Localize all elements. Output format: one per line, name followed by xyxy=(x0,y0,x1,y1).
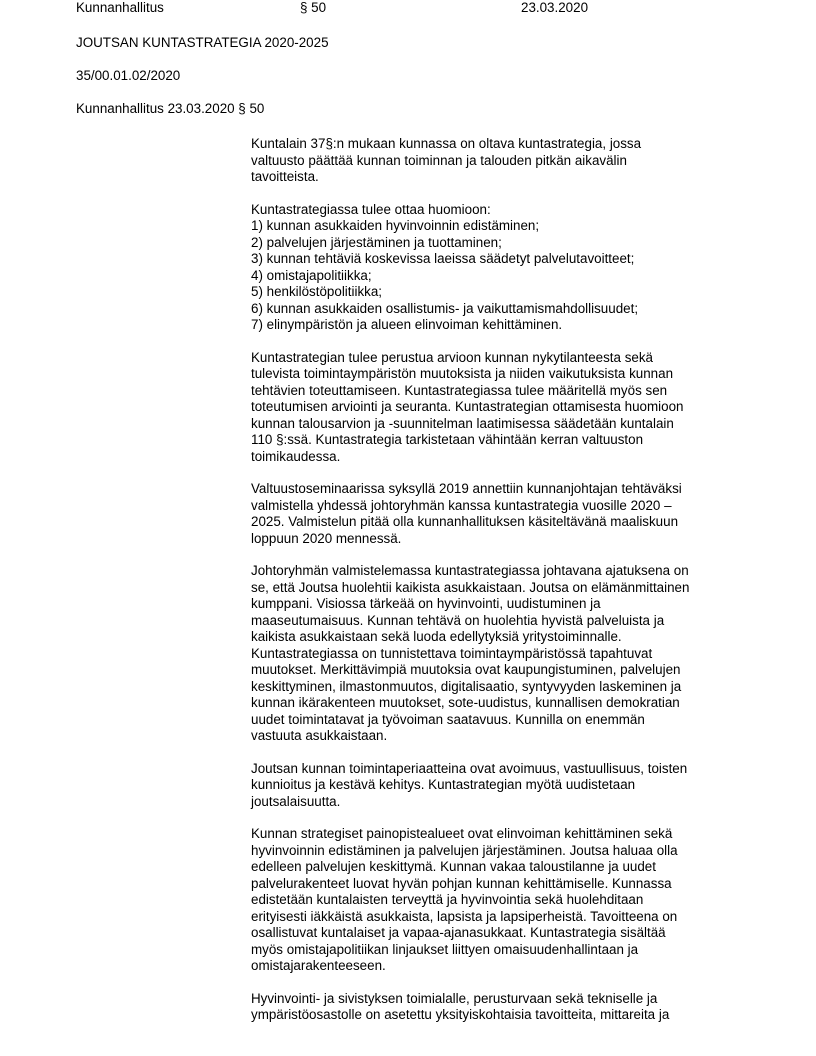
record-number: 35/00.01.02/2020 xyxy=(76,68,181,83)
meeting-reference: Kunnanhallitus 23.03.2020 § 50 xyxy=(76,101,265,116)
document-title: JOUTSAN KUNTASTRATEGIA 2020-2025 xyxy=(76,35,329,50)
paragraph: Valtuustoseminaarissa syksyllä 2019 annettiin kunnanjohtajan tehtäväksi valmistella yhdessä johtoryhmän kanssa kuntastrategia vuosille 2020 – 2025. Valmistelun pitää olla kunnanhallituksen käsiteltävänä maaliskuun loppuun 2020 mennessä. xyxy=(251,481,682,546)
paragraph: Joutsan kunnan toimintaperiaatteina ovat avoimuus, vastuullisuus, toisten kunnioitus ja kestävä kehitys. Kuntastrategian myötä uudistetaan joutsalaisuutta. xyxy=(251,760,688,809)
header-date: 23.03.2020 xyxy=(521,0,589,15)
header-section: § 50 xyxy=(300,0,327,15)
header-organ: Kunnanhallitus xyxy=(76,0,164,15)
paragraph: Kuntalain 37§:n mukaan kunnassa on oltava kuntastrategia, jossa valtuusto päättää kunnan toiminnan ja talouden pitkän aikavälin tavoitteista. xyxy=(251,136,642,184)
paragraph: Hyvinvointi- ja sivistyksen toimialalle, perusturvaan sekä tekniselle ja ympäristöosastolle on asetettu yksityiskohtaisia tavoitteita, mittareita ja xyxy=(251,990,670,1022)
paragraph: Kuntastrategiassa tulee ottaa huomioon: 1) kunnan asukkaiden hyvinvoinnin edistäminen; 2) palvelujen järjestäminen ja tuottaminen; 3) kunnan tehtäviä koskevissa laeissa säädetyt palvelutavoitteet; 4) omistajapolitiikka; 5) henkilöstöpolitiikka; 6) kunnan asukkaiden osallistumis- ja vaikuttamismahdollisuudet; 7) elinympäristön ja alueen elinvoiman kehittäminen. xyxy=(251,201,639,332)
paragraph: Kunnan strategiset painopistealueet ovat elinvoiman kehittäminen sekä hyvinvoinnin edistäminen ja palvelujen järjestäminen. Joutsa haluaa olla edelleen palvelujen keskittymä. Kunnan vakaa taloustilanne ja uudet palvelurakenteet luovat hyvän pohjan kunnan kehittämiselle. Kunnassa edistetään kuntalaisten terveyttä ja hyvinvointia sekä huolehditaan erityisesti iäkkäistä asukkaista, lapsista ja lapsiperheistä. Tavoitteena on osallistuvat kuntalaiset ja vapaa-ajanasukkaat. Kuntastrategia sisältää myös omistajapolitiikan linjaukset liittyen omaisuudenhallintaan ja omistajarakenteeseen. xyxy=(251,826,678,973)
body-text xyxy=(251,136,751,1040)
paragraph: Johtoryhmän valmistelemassa kuntastrategiassa johtavana ajatuksena on se, että Joutsa huolehtii kaikista asukkaistaan. Joutsa on elämänmittainen kumppani. Visiossa tärkeää on hyvinvointi, uudistuminen ja maaseutumaisuus. Kunnan tehtävä on huolehtia hyvistä palveluista ja kaikista asukkaistaan sekä luoda edellytyksiä yritystoiminnalle. Kuntastrategiassa on tunnistettava toimintaympäristössä tapahtuvat muutokset. Merkittävimpiä muutoksia ovat kaupungistuminen, palvelujen keskittyminen, ilmastonmuutos, digitalisaatio, syntyvyyden laskeminen ja kunnan ikärakenteen muutokset, sote-uudistus, kunnallisen demokratian uudet toimintatavat ja työvoiman saatavuus. Kunnilla on enemmän vastuuta asukkaistaan. xyxy=(251,563,690,743)
paragraph: Kuntastrategian tulee perustua arvioon kunnan nykytilanteesta sekä tulevista toimintaympäristön muutoksista ja niiden vaikutuksista kunnan tehtävien toteuttamiseen. Kuntastrategiassa tulee määritellä myös sen toteutumisen arviointi ja seuranta. Kuntastrategian ottamisesta huomioon kunnan talousarvion ja -suunnitelman laatimisessa säädetään kuntalain 110 §:ssä. Kuntastrategia tarkistetaan vähintään kerran valtuuston toimikaudessa. xyxy=(251,349,684,464)
